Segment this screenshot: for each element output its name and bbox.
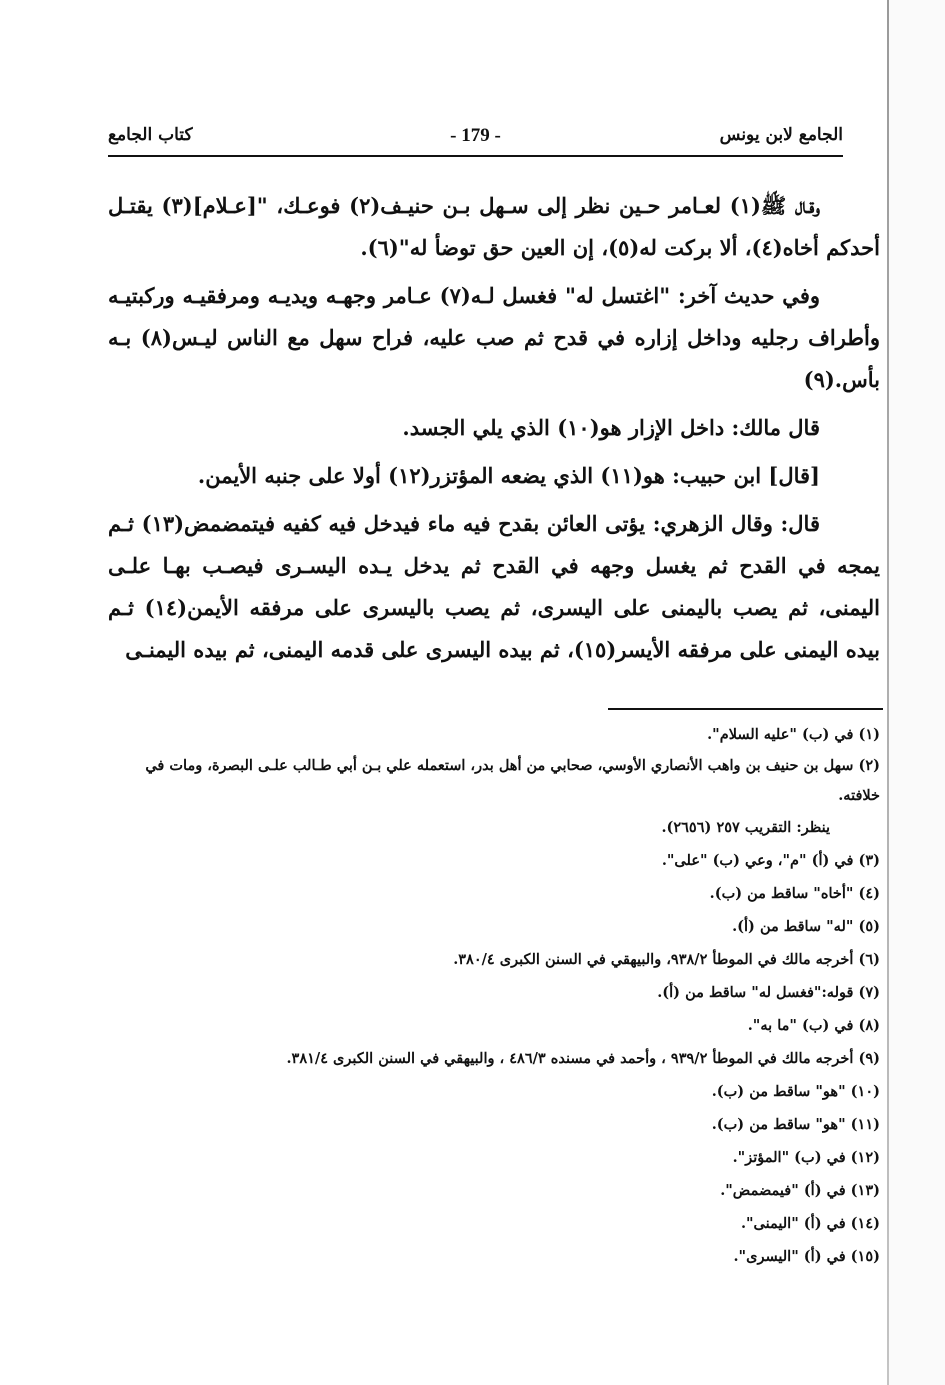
footnote: (٤) "أخاه" ساقط من (ب). xyxy=(709,885,880,902)
footnote: (٨) في (ب) "ما به". xyxy=(747,1017,880,1034)
paragraph: وقـال ﷺ(١) لعـامر حـين نظر إلى سـهل بـن حنيـف(٢) فوعـك، "[عـلام](٣) يقتـل أحدكم أخاه(٤)، ألا بركت له(٥)، إن العين حق توضأ له"(٦). xyxy=(108,193,880,260)
book-title: الجامع لابن يونس xyxy=(719,125,843,145)
footnote: (١٥) في (أ) "اليسرى". xyxy=(733,1248,880,1265)
footnote: (١٢) في (ب) "المؤتز". xyxy=(732,1149,880,1166)
paragraph: قال: وقال الزهري: يؤتى العائن بقدح فيه ماء فيدخل فيه كفيه فيتمضمض(١٣) ثـم يمجه في القدح ثم يغسل وجهه في القدح ثم يدخل يـده اليسـرى فيصـب بهـا علـى اليمنى، ثم يصب باليمنى على اليسرى، ثم يصب باليسرى على مرفقه الأيمن(١٤) ثـم بيده اليمنى على مرفقه الأيسر(١٥)، ثم بيده اليسرى على قدمه اليمنى، ثم بيده اليمنـى xyxy=(108,511,880,662)
footnotes xyxy=(108,718,880,1273)
paragraph: قال مالك: داخل الإزار هو(١٠) الذي يلي الجسد. xyxy=(402,415,820,440)
page-edge-shadow xyxy=(887,0,889,1385)
footnote: (١٣) في (أ) "فيمضمض". xyxy=(720,1182,880,1199)
footnote: (٦) أخرجه مالك في الموطأ ٩٣٨/٢، والبيهقي في السنن الكبرى ٣٨٠/٤. xyxy=(453,951,880,968)
page-number: - 179 - xyxy=(450,125,501,146)
footnote: (١٠) "هو" ساقط من (ب). xyxy=(711,1083,880,1100)
footnote: (١٤) في (أ) "اليمنى". xyxy=(740,1215,880,1232)
paragraph: وفي حديث آخر: "اغتسل له" فغسل لـه(٧) عـامر وجهـه ويديـه ومرفقيـه وركبتيـه وأطراف رجليه وداخل إزاره في قدح ثم صب عليه، فراح سهل مع الناس ليـس(٨) بـه بأس.(٩) xyxy=(108,283,880,392)
footnote: (٥) "له" ساقط من (أ). xyxy=(732,918,880,935)
scan-margin xyxy=(889,0,945,1385)
chapter-title: كتاب الجامع xyxy=(108,125,193,145)
main-text xyxy=(108,185,880,677)
footnote-separator xyxy=(608,708,883,710)
footnote: (٧) قوله:"فغسل له" ساقط من (أ). xyxy=(657,984,880,1001)
footnote: (٣) في (أ) "م"، وعي (ب) "على". xyxy=(661,852,880,869)
paragraph: [قال] ابن حبيب: هو(١١) الذي يضعه المؤتزر(١٢) أولا على جنبه الأيمن. xyxy=(197,463,820,488)
footnote: (١١) "هو" ساقط من (ب). xyxy=(711,1116,880,1133)
footnote: (٢) سهل بن حنيف بن واهب الأنصاري الأوسي، صحابي من أهل بدر، استعمله علي بـن أبي طـالب علـى البصرة، ومات في خلافته. xyxy=(145,757,880,804)
footnote-reference: ينظر: التقريب ٢٥٧ (٢٦٥٦). xyxy=(661,819,830,836)
footnote: (١) في (ب) "عليه السلام". xyxy=(707,726,880,743)
footnote: (٩) أخرجه مالك في الموطأ ٩٣٩/٢ ، وأحمد في مسنده ٤٨٦/٣ ، والبيهقي في السنن الكبرى ٣٨١/٤. xyxy=(286,1050,880,1067)
running-header xyxy=(108,125,843,157)
